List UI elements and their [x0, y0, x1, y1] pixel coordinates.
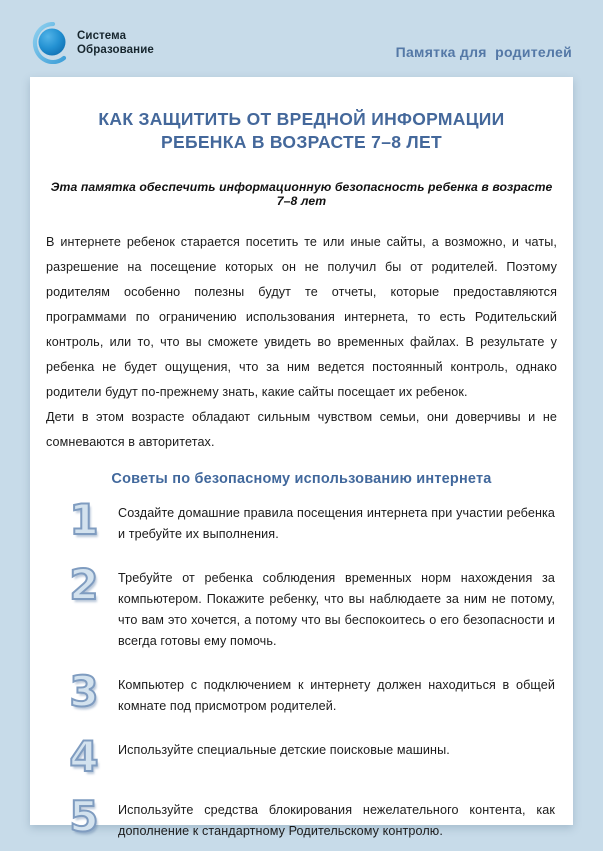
logo-text — [77, 29, 154, 57]
tip-number: 4 — [69, 732, 99, 781]
tip-text: Требуйте от ребенка соблюдения временных норм нахождения за компьютером. Покажите ребенку, что вы наблюдаете за ним не потому, что вам это хочется, а потому что вы беспокоитесь о его безопасности и всегда готовы ему помочь. — [118, 571, 555, 648]
document-title-line1: КАК ЗАЩИТИТЬ ОТ ВРЕДНОЙ ИНФОРМАЦИИ — [98, 109, 505, 129]
globe-swoosh-icon — [30, 22, 70, 64]
logo-line1: Система — [77, 30, 127, 42]
logo-line2: Образование — [77, 44, 154, 56]
header-tagline: Памятка для родителей — [395, 44, 572, 60]
document-card — [30, 77, 573, 841]
list-item — [64, 667, 555, 717]
tip-text: Используйте средства блокирования нежелательного контента, как дополнение к стандартному Родительскому контролю. — [118, 803, 555, 838]
logo — [30, 22, 154, 64]
page-header — [30, 22, 572, 64]
tip-number: 2 — [69, 560, 99, 609]
paragraph: Дети в этом возрасте обладают сильным чувством семьи, они доверчивы и не сомневаются в авторитетах. — [46, 410, 557, 449]
tips-list — [46, 495, 557, 842]
tip-text: Создайте домашние правила посещения интернета при участии ребенка и требуйте их выполнения. — [118, 506, 555, 541]
body-paragraphs — [46, 230, 557, 455]
list-item — [64, 560, 555, 652]
tip-text: Используйте специальные детские поисковые машины. — [118, 743, 450, 757]
tip-text: Компьютер с подключением к интернету должен находиться в общей комнате под присмотром родителей. — [118, 678, 555, 713]
document-title-line2: РЕБЕНКА В ВОЗРАСТЕ 7–8 ЛЕТ — [161, 132, 442, 152]
document-title — [46, 108, 557, 154]
section-heading: Советы по безопасному использованию интернета — [111, 471, 492, 487]
tip-number: 5 — [69, 792, 99, 841]
list-item — [64, 792, 555, 842]
tip-number: 3 — [69, 667, 99, 716]
tip-number: 1 — [69, 495, 99, 544]
list-item — [64, 732, 555, 781]
document-subtitle: Эта памятка обеспечить информационную безопасность ребенка в возрасте 7–8 лет — [50, 180, 553, 208]
list-item — [64, 495, 555, 545]
paragraph: В интернете ребенок старается посетить те или иные сайты, а возможно, и чаты, разрешение на посещение которых он не получил бы от родителей. Поэтому родителям особенно полезны будут те отчеты, которые предоставляются программами по ограничению использования интернета, то есть Родительский контроль, или то, что вы сможете увидеть во временных файлах. В результате у ребенка не будет ощущения, что за ним ведется постоянный контроль, однако родители будут по-прежнему знать, какие сайты посещает их ребенок. — [46, 235, 557, 399]
